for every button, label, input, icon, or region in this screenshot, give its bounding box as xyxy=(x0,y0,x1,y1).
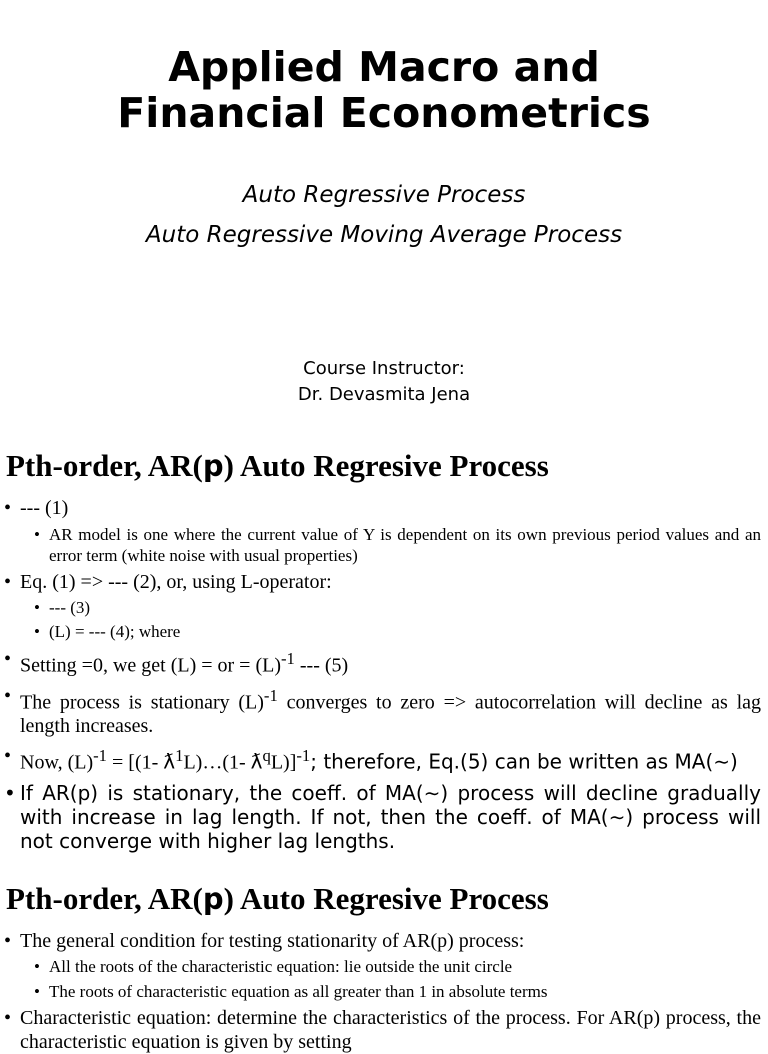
text: L)…(1- xyxy=(183,751,251,774)
course-title xyxy=(0,44,768,136)
bullet-equation-2: • Eq. (1) => --- (2), or, using L-operator: xyxy=(0,570,761,594)
slide-title-prefix: Pth-order, AR( xyxy=(6,881,203,916)
bullet-ma-representation xyxy=(0,744,761,775)
sub-bullet-equation-3: • --- (3) xyxy=(0,597,761,618)
slide-title-prefix: Pth-order, AR( xyxy=(6,448,203,483)
bullet-equation-1: • --- (1) xyxy=(0,496,761,520)
slide-title-suffix: ) Auto Regresive Process xyxy=(223,448,549,483)
sub-bullet-roots-greater: • The roots of characteristic equation as all greater than 1 in absolute terms xyxy=(0,981,761,1002)
bullet-characteristic-equation: • Characteristic equation: determine the characteristics of the process. For AR(p) process, the characteristic equation is given by setting xyxy=(0,1006,761,1054)
text: = [(1- xyxy=(107,751,164,774)
bullet-equation-5 xyxy=(0,647,761,678)
superscript: -1 xyxy=(296,746,311,766)
sub-bullet-ar-definition: • AR model is one where the current value of Y is dependent on its own previous period values and an error term (white noise with usual properties) xyxy=(0,524,761,566)
text: ; therefore, Eq.(5) can be written as MA(∼) xyxy=(310,749,738,774)
bullet-stationarity xyxy=(0,684,761,739)
subtitle-ar: Auto Regressive Process xyxy=(242,182,526,208)
lambda-symbol: ƛ xyxy=(250,749,263,774)
course-title-line1: Applied Macro and xyxy=(168,43,600,91)
text: Setting =0, we get (L) = or = (L) xyxy=(20,654,281,677)
instructor-name: Dr. Devasmita Jena xyxy=(297,384,471,405)
slide-title xyxy=(6,448,549,484)
superscript: -1 xyxy=(93,746,107,766)
text: The process is stationary (L) xyxy=(20,691,264,714)
instructor-label: Course Instructor: xyxy=(303,358,465,379)
slide-title-suffix: ) Auto Regresive Process xyxy=(223,881,549,916)
superscript: -1 xyxy=(263,685,278,705)
superscript: q xyxy=(262,746,271,766)
course-title-line2: Financial Econometrics xyxy=(117,89,651,137)
slide-title-p: p xyxy=(202,449,224,483)
superscript: -1 xyxy=(281,649,295,668)
slide-body xyxy=(0,929,761,1054)
slide-title xyxy=(6,881,549,917)
lambda-symbol: ƛ xyxy=(163,749,176,774)
ar-process-slide xyxy=(0,432,768,865)
sub-bullet-equation-4: • (L) = --- (4); where xyxy=(0,621,761,642)
subtitle-arma: Auto Regressive Moving Average Process xyxy=(145,222,623,248)
slide-title-p: p xyxy=(202,882,224,916)
slide-body xyxy=(0,496,761,853)
text: --- (5) xyxy=(294,654,349,677)
ar-stationarity-slide xyxy=(0,865,768,1053)
text: L)] xyxy=(270,751,297,774)
superscript: 1 xyxy=(175,746,184,766)
sub-bullet-roots-outside: • All the roots of the characteristic equation: lie outside the unit circle xyxy=(0,956,761,977)
bullet-ma-decline: • If AR(p) is stationary, the coeff. of MA(∼) process will decline gradually with increase in lag length. If not, then the coeff. of MA(∼) process will not converge with higher lag lengths. xyxy=(0,781,761,853)
text: Now, (L) xyxy=(20,751,94,774)
text: converges to zero => autocorrelation will decline as lag length increases. xyxy=(20,691,762,738)
bullet-stationarity-condition: • The general condition for testing stationarity of AR(p) process: xyxy=(0,929,761,953)
title-slide xyxy=(0,0,768,432)
